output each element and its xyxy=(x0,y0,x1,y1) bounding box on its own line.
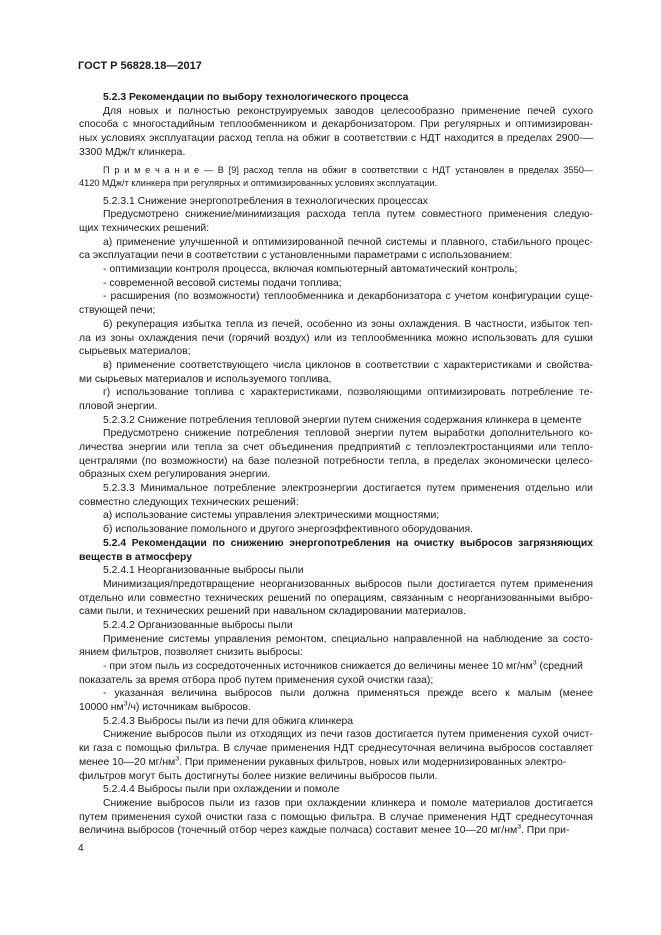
paragraph-line: щих технических решений: xyxy=(79,223,210,234)
paragraph-line: са эксплуатации печи в соответствии с установленными параметрами с использованием: xyxy=(79,250,513,262)
list-item: - расширения (по возможности) теплообменника и декарбонизатора с учетом конфигурации суще- xyxy=(103,291,593,303)
page-number: 4 xyxy=(78,843,84,854)
subsection-heading: 5.2.4.1 Неорганизованные выбросы пыли xyxy=(103,565,304,577)
subsection-heading: 5.2.4.2 Организованные выбросы пыли xyxy=(103,619,293,631)
subsection-heading: 5.2.4.3 Выбросы пыли из печи для обжига клинкера xyxy=(103,715,354,727)
paragraph-line: личества энергии или тепла за счет объединения предприятий с теплоэлектростанциями или тепло- xyxy=(79,442,593,453)
section-heading: веществ в атмосферу xyxy=(79,551,192,563)
paragraph-line: Для новых и полностью реконструируемых заводов целесообразно применение печей сухого xyxy=(103,105,593,117)
paragraph-line: пловой энергии. xyxy=(79,400,158,412)
paragraph-line: ми сырьевых материалов и используемого топлива, xyxy=(79,373,332,385)
note-line: П р и м е ч а н и е — В [9] расход тепла на обжиг в соответствии с НДТ установлен в пределах 3550— xyxy=(103,165,593,176)
document-body xyxy=(79,91,593,838)
list-item: - современной весовой системы подачи топлива; xyxy=(103,277,342,289)
superscript: 3 xyxy=(532,660,537,667)
paragraph-line: фильтров могут быть достигнуты более низкие величины выбросов пыли. xyxy=(79,770,438,782)
list-item: - указанная величина выбросов пыли должна применяться прежде всего к малым (менее xyxy=(103,688,593,700)
superscript: 3 xyxy=(517,824,522,831)
document-header: ГОСТ Р 56828.18—2017 xyxy=(78,60,202,72)
paragraph-line: а) применение улучшенной и оптимизированной печной системы и плавного, стабильного процес- xyxy=(103,236,593,248)
paragraph-line: янием фильтров, позволяет снизить выбросы: xyxy=(79,647,303,659)
section-heading: 5.2.4 Рекомендации по снижению энергопотребления на очистку выбросов загрязняющих xyxy=(103,537,593,549)
paragraph-line: Снижение выбросов пыли из отходящих из печи газов достигается путем применения сухой очист- xyxy=(103,729,593,741)
list-item xyxy=(79,660,593,674)
section-heading: 5.2.3 Рекомендации по выбору технологического процесса xyxy=(103,92,409,103)
list-item: а) использование системы управления электрическими мощностями; xyxy=(103,510,440,522)
list-item xyxy=(79,701,593,715)
text-run: . При при- xyxy=(521,825,570,837)
paragraph-line: Снижение выбросов пыли из газов при охлаждении клинкера и помоле материалов достигается xyxy=(103,797,593,809)
list-item: б) использование помольного и другого энергоэффективного оборудования. xyxy=(103,524,473,536)
list-item: - оптимизации контроля процесса, включая компьютерный автоматический контроль; xyxy=(103,264,518,276)
paragraph-line xyxy=(79,824,593,838)
text-run: . При применении рукавных фильтров, новых или модернизированных электро- xyxy=(179,756,567,768)
paragraph-line: способа с многостадийным теплообменником и декарбонизатором. При регулярных и оптимизирован- xyxy=(79,119,593,131)
paragraph-line xyxy=(79,756,593,770)
list-item: ствующей печи; xyxy=(79,305,156,317)
paragraph-line: путем применения сухой очистки газа с помощью фильтра. В случае применения НДТ среднесуточная xyxy=(79,811,593,823)
paragraph-line: централями (по возможности) на базе полезной потребности тепла, в пределах экономически целесо- xyxy=(79,455,593,467)
paragraph-line: совместно следующих технических решений: xyxy=(79,496,299,508)
subsection-heading: 5.2.3.1 Снижение энергопотребления в технологических процессах xyxy=(103,195,428,207)
paragraph-line: сырьевых материалов; xyxy=(79,346,191,358)
paragraph-line: г) использование топлива с характеристиками, позволяющими оптимизировать потребление те- xyxy=(103,387,593,399)
paragraph-line: образных схем регулирования энергии. xyxy=(79,469,271,481)
subsection-heading: 5.2.3.2 Снижение потребления тепловой энергии путем снижения содержания клинкера в цементе xyxy=(103,414,582,426)
note-line: 4120 МДж/т клинкера при регулярных и оптимизированных условиях эксплуатации. xyxy=(79,178,438,189)
paragraph-line: ки газа с помощью фильтра. В случае применения НДТ среднесуточная величина выбросов составляет xyxy=(79,743,593,755)
paragraph-line: б) рекуперация избытка тепла из печей, особенно из зоны охлаждения. В частности, избыток теп- xyxy=(103,318,593,330)
paragraph-line: 3300 МДж/т клинкера. xyxy=(79,146,186,158)
paragraph-line: Минимизация/предотвращение неорганизованных выбросов пыли достигается путем применения xyxy=(103,578,593,590)
paragraph-line: ных условиях эксплуатации расход тепла на обжиг в соответствии с НДТ находится в пределах 2900-— xyxy=(79,133,593,145)
superscript: 3 xyxy=(123,701,128,708)
text-run: 10000 нм xyxy=(79,702,124,714)
superscript: 3 xyxy=(175,755,180,763)
text-run: /ч) источникам выбросов. xyxy=(127,702,251,714)
text-run: менее 10—20 мг/нм xyxy=(79,756,176,768)
paragraph-line: отдельно или совместно технических решений по операциям, связанным с неорганизованными выбро- xyxy=(79,592,593,604)
subsection-heading: 5.2.3.3 Минимальное потребление электроэнергии достигается путем применения отдельно или xyxy=(103,483,593,495)
paragraph-line: ла из зоны охлаждения печи (горячий воздух) или из теплообменника можно использовать для сушки xyxy=(79,332,593,344)
paragraph-line: Применение системы управления ремонтом, специально направленной на наблюдение за состо- xyxy=(103,633,593,645)
list-item: показатель за время отбора проб путем применения сухой очистки газа); xyxy=(79,674,434,686)
text-run: (средний xyxy=(536,661,583,672)
subsection-heading: 5.2.4.4 Выбросы пыли при охлаждении и помоле xyxy=(103,784,340,796)
text-run: величина выбросов (точечный отбор через каждые полчаса) составит менее 10—20 мг/нм xyxy=(79,825,518,837)
paragraph-line: в) применение соответствующего числа циклонов в соответствии с характеристиками и свойства- xyxy=(103,359,593,371)
paragraph-line: Предусмотрено снижение потребления тепловой энергии путем выработки дополнительного ко- xyxy=(103,428,593,440)
text-run: - при этом пыль из сосредоточенных источников снижается до величины менее 10 мг/нм xyxy=(103,661,533,672)
paragraph-line: сами пыли, и технических решений при навальном складировании материалов. xyxy=(79,606,467,618)
paragraph-line: Предусмотрено снижение/минимизация расхода тепла путем совместного применения следую- xyxy=(103,209,593,221)
